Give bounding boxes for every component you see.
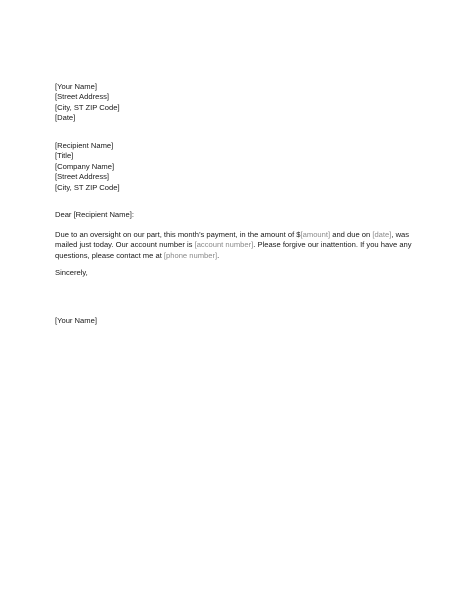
sender-address-block bbox=[55, 82, 120, 124]
recipient-name: [Recipient Name] bbox=[55, 141, 114, 150]
recipient-city: [City, ST ZIP Code] bbox=[55, 182, 120, 192]
body-text-2: and due on bbox=[330, 230, 373, 239]
letter-body bbox=[55, 230, 415, 261]
recipient-company: [Company Name] bbox=[55, 161, 115, 171]
letter-date: [Date] bbox=[55, 113, 76, 123]
account-number-placeholder: [account number] bbox=[194, 240, 254, 250]
recipient-address-block bbox=[55, 141, 120, 193]
body-text-5: . bbox=[217, 250, 220, 260]
sender-name: [Your Name] bbox=[55, 82, 97, 91]
phone-number-placeholder: [phone number] bbox=[163, 250, 218, 260]
closing: Sincerely, bbox=[55, 268, 88, 277]
salutation: Dear [Recipient Name]: bbox=[55, 210, 134, 219]
body-paragraph bbox=[55, 230, 415, 261]
amount-placeholder: [amount] bbox=[300, 230, 331, 239]
body-text-3: , was mailed just today. Our account number is bbox=[55, 230, 410, 250]
sender-city: [City, ST ZIP Code] bbox=[55, 102, 120, 112]
sender-street: [Street Address] bbox=[55, 92, 110, 102]
recipient-street: [Street Address] bbox=[55, 172, 110, 182]
signature-name: [Your Name] bbox=[55, 316, 97, 325]
recipient-title: [Title] bbox=[55, 151, 74, 161]
date-placeholder: [date] bbox=[372, 230, 392, 239]
body-text-1: Due to an oversight on our part, this month’s payment, in the amount of $ bbox=[55, 230, 301, 239]
body-text-4: . Please forgive our inattention. If you have any questions, please contact me at bbox=[55, 240, 412, 260]
